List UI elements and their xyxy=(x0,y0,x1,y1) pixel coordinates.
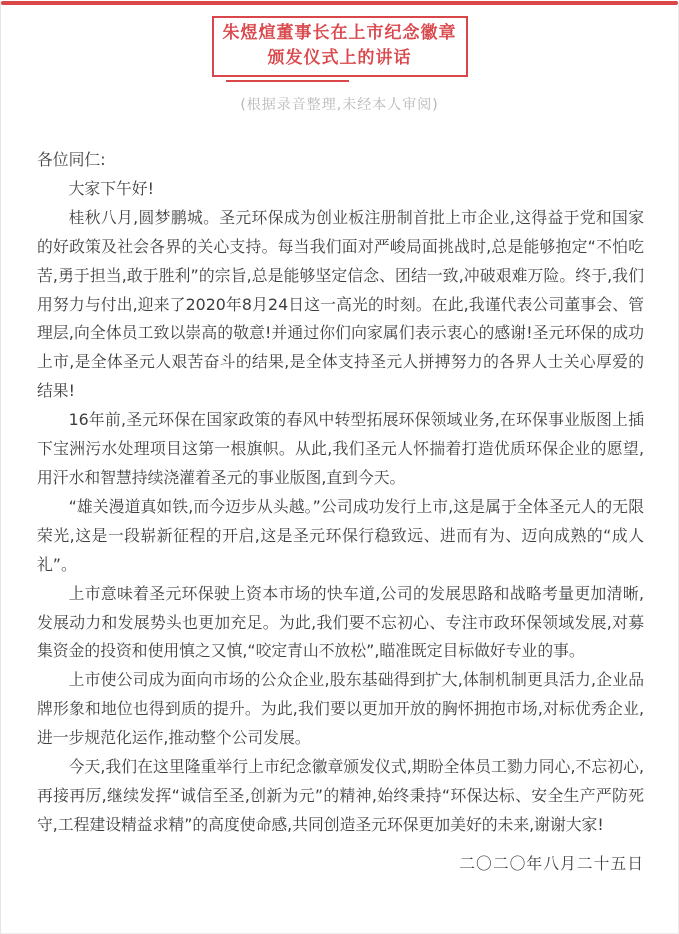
speech-paragraph: 上市使公司成为面向市场的公众企业,股东基础得到扩大,体制机制更具活力,企业品牌形象和地位也得到质的提升。为此,我们要以更加开放的胸怀拥抱市场,对标优秀企业,进一步规范化运作,推动整个公司发展。 xyxy=(37,670,644,748)
speech-paragraph: 大家下午好! xyxy=(68,178,154,198)
document-title-line-2: 颁发仪式上的讲话 xyxy=(267,48,412,68)
speech-body xyxy=(37,146,644,879)
subtitle-note: (根据录音整理,未经本人审阅) xyxy=(240,97,439,113)
document-page xyxy=(0,1,679,934)
speech-paragraph: 上市意味着圣元环保驶上资本市场的快车道,公司的发展思路和战略考量更加清晰,发展动力和发展势头也更加充足。为此,我们要不忘初心、专注市政环保领域发展,对募集资金的投资和使用慎之又慎,“咬定青山不放松”,瞄准既定目标做好专业的事。 xyxy=(37,583,644,661)
speech-paragraph: “雄关漫道真如铁,而今迈步从头越。”公司成功发行上市,这是属于全体圣元人的无限荣光,这是一段崭新征程的开启,这是圣元环保行稳致远、进而有为、迈向成熟的“成人礼”。 xyxy=(37,496,644,574)
date-line: 二〇二〇年八月二十五日 xyxy=(459,853,644,873)
speech-paragraph: 16年前,圣元环保在国家政策的春风中转型拓展环保领域业务,在环保事业版图上插下宝洲污水处理项目这第一根旗帜。从此,我们圣元人怀揣着打造优质环保企业的愿望,用汗水和智慧持续浇灌着圣元的事业版图,直到今天。 xyxy=(37,410,644,487)
speech-paragraph: 今天,我们在这里隆重举行上市纪念徽章颁发仪式,期盼全体员工勠力同心,不忘初心,再接再厉,继续发挥“诚信至圣,创新为元”的精神,始终秉持“环保达标、安全生产严防死守,工程建设精益求精”的高度使命感,共同创造圣元环保更加美好的未来,谢谢大家! xyxy=(37,757,644,834)
salutation: 各位同仁: xyxy=(37,150,106,169)
document-title-line-1: 朱煜煊董事长在上市纪念徽章 xyxy=(222,23,457,43)
top-accent-bar xyxy=(1,1,678,5)
title-underline xyxy=(226,80,349,82)
title-box xyxy=(212,16,468,77)
speech-paragraph: 桂秋八月,圆梦鹏城。圣元环保成为创业板注册制首批上市企业,这得益于党和国家的好政策及社会各界的关心支持。每当我们面对严峻局面挑战时,总是能够抱定“不怕吃苦,勇于担当,敢于胜利”的宗旨,总是能够坚定信念、团结一致,冲破艰难万险。终于,我们用努力与付出,迎来了2020年8月24日这一高光的时刻。在此,我谨代表公司董事会、管理层,向全体员工致以崇高的敬意!并通过你们向家属们表示衷心的感谢!圣元环保的成功上市,是全体圣元人艰苦奋斗的结果,是全体支持圣元人拼搏努力的各界人士关心厚爱的结果! xyxy=(37,207,644,401)
